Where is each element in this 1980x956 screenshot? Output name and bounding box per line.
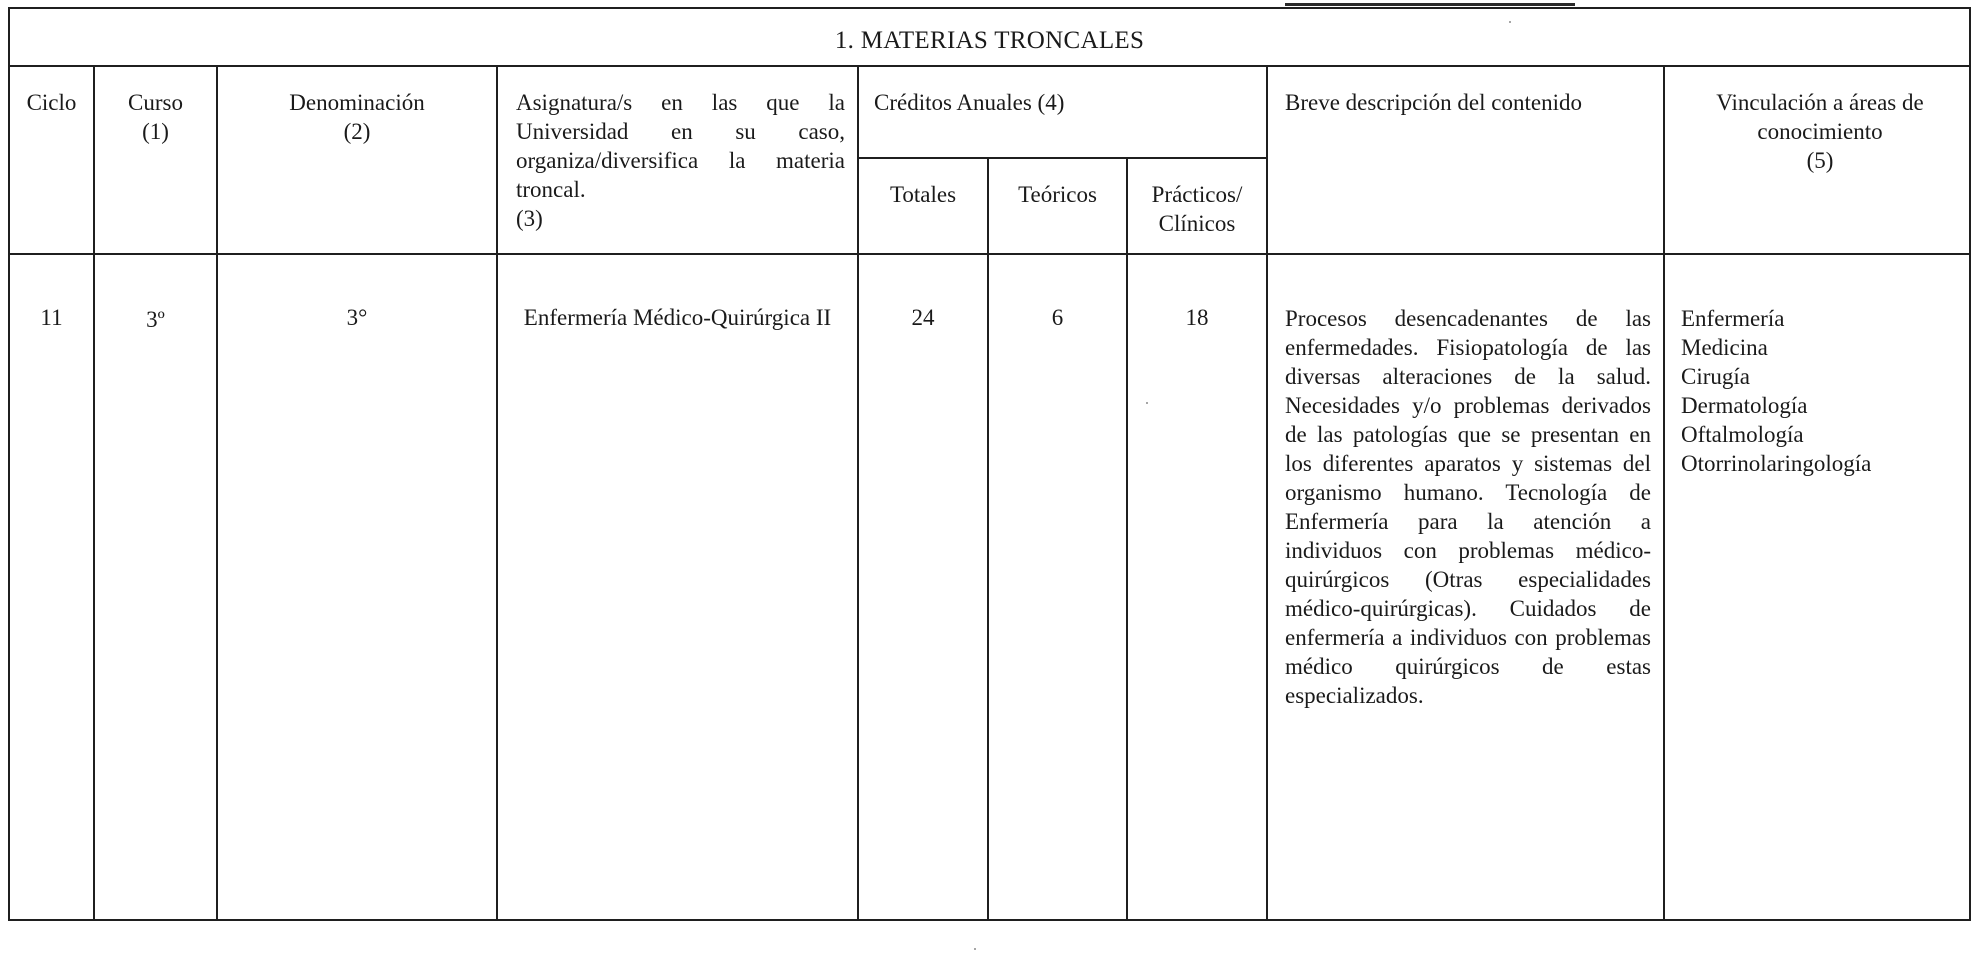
header-descripcion: [1285, 88, 1655, 117]
col-divider-curso: [216, 66, 218, 920]
header-asignatura: [516, 88, 845, 233]
scan-speck: [1146, 402, 1148, 404]
header-practicos: [1128, 180, 1266, 238]
row-teoricos: 6: [1051, 305, 1064, 330]
scan-speck: [1509, 21, 1511, 23]
title-divider: [9, 65, 1970, 67]
col-divider-creditos: [1266, 66, 1268, 920]
header-body-divider: [9, 253, 1970, 255]
header-totales-label: Totales: [889, 182, 957, 207]
table-title: 1. MATERIAS TRONCALES: [834, 27, 1145, 54]
top-edge-mark: [1285, 3, 1575, 6]
row-ciclo: 11: [40, 305, 63, 330]
header-curso-note: (1): [142, 119, 169, 144]
header-vinculacion: [1690, 88, 1950, 175]
creditos-subheader-divider: [857, 157, 1267, 159]
header-denominacion-label: Denominación: [289, 90, 425, 115]
col-divider-teoricos: [1126, 158, 1128, 920]
header-creditos: [874, 88, 1254, 117]
header-asignatura-note: (3): [516, 206, 543, 231]
col-divider-denominacion: [496, 66, 498, 920]
scan-speck: [974, 948, 976, 950]
header-denominacion-note: (2): [343, 119, 371, 144]
header-asignatura-label: Asignatura/s en las que la Universidad en su caso, organiza/diversifica la materia troncal.: [516, 90, 845, 202]
row-curso: 3º: [146, 307, 165, 332]
header-vinculacion-note: (5): [1806, 148, 1834, 173]
row-totales: 24: [911, 305, 935, 330]
header-curso: [95, 88, 216, 146]
area-item: Oftalmología: [1681, 422, 1804, 447]
row-descripcion: Procesos desencadenantes de las enfermedades. Fisiopatología de las diversas alteraciones de la salud. Necesidades y/o problemas derivados de las patologías que se presentan en los diferentes aparatos y sistemas del organismo humano. Tecnología de Enfermería para la atención a individuos con problemas médico-quirúrgicos (Otras especialidades médico-quirúrgicas). Cuidados de enfermería a individuos con problemas médico quirúrgicos de estas especializados.: [1285, 306, 1651, 708]
header-denominacion: [218, 88, 496, 146]
col-divider-ciclo: [93, 66, 95, 920]
header-practicos-label: Prácticos/: [1151, 182, 1243, 207]
header-creditos-label: Créditos Anuales (4): [874, 90, 1065, 115]
header-totales: [859, 180, 987, 209]
row-denominacion: 3°: [346, 305, 368, 330]
header-ciclo: [10, 88, 93, 117]
header-clinicos-label: Clínicos: [1158, 211, 1236, 236]
col-divider-descripcion: [1663, 66, 1665, 920]
header-curso-label: Curso: [128, 90, 183, 115]
header-descripcion-label: Breve descripción del contenido: [1285, 90, 1582, 115]
header-teoricos-label: Teóricos: [1018, 182, 1097, 207]
area-item: Enfermería: [1681, 306, 1785, 331]
area-item: Medicina: [1681, 335, 1768, 360]
header-teoricos: [989, 180, 1126, 209]
row-practicos: 18: [1185, 305, 1209, 330]
row-asignatura: Enfermería Médico-Quirúrgica II: [523, 305, 832, 330]
col-divider-totales: [987, 158, 989, 920]
area-item: Otorrinolaringología: [1681, 451, 1872, 476]
row-areas-list: [1681, 304, 1961, 478]
area-item: Cirugía: [1681, 364, 1750, 389]
area-item: Dermatología: [1681, 393, 1808, 418]
header-ciclo-label: Ciclo: [26, 90, 77, 115]
header-vinculacion-label: Vinculación a áreas de conocimiento: [1716, 90, 1924, 144]
